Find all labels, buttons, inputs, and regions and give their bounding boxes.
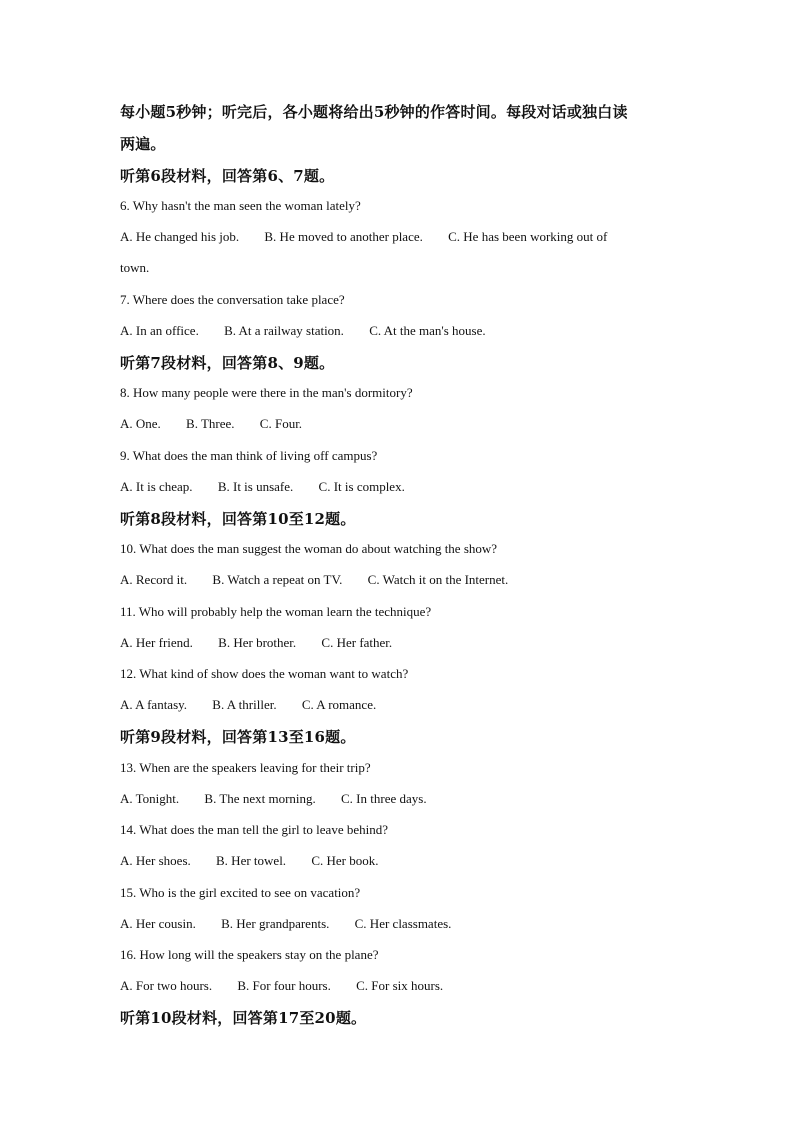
section-heading-8: 听第8段材料，回答第10至12题。 <box>120 510 356 528</box>
question-stem-7: 7. Where does the conversation take place? <box>120 292 345 307</box>
instruction-text-line-2: 两遍。 <box>120 135 166 153</box>
question-stem-6: 6. Why hasn't the man seen the woman lately? <box>120 198 361 213</box>
question-stem-15: 15. Who is the girl excited to see on vacation? <box>120 885 361 900</box>
option-b: B. A thriller. <box>212 697 277 712</box>
option-a: A. Tonight. <box>120 791 180 806</box>
question-stem-10: 10. What does the man suggest the woman do about watching the show? <box>120 541 498 556</box>
option-c: C. At the man's house. <box>369 323 486 338</box>
option-b: B. It is unsafe. <box>217 479 294 494</box>
option-c: C. Her father. <box>321 635 393 650</box>
option-a: A. Record it. <box>120 572 188 587</box>
option-a: A. One. <box>120 416 161 431</box>
options-row-10 <box>120 572 508 588</box>
options-row-6 <box>120 229 607 245</box>
options-row-9 <box>120 479 405 495</box>
option-a: A. He changed his job. <box>120 229 240 244</box>
option-c: C. For six hours. <box>356 978 444 993</box>
option-a: A. It is cheap. <box>120 479 193 494</box>
option-b: B. For four hours. <box>237 978 331 993</box>
question-stem-13: 13. When are the speakers leaving for their trip? <box>120 760 371 775</box>
option-c: C. In three days. <box>341 791 427 806</box>
question-stem-8: 8. How many people were there in the man's dormitory? <box>120 385 413 400</box>
option-a: A. Her shoes. <box>120 853 191 868</box>
option-c: C. Her classmates. <box>354 916 452 931</box>
section-heading-6: 听第6段材料，回答第6、7题。 <box>120 167 335 185</box>
option-b: B. Watch a repeat on TV. <box>212 572 343 587</box>
option-b: B. Her grandparents. <box>221 916 330 931</box>
section-heading-9: 听第9段材料，回答第13至16题。 <box>120 728 356 746</box>
instruction-text-line-1: 每小题5秒钟；听完后，各小题将给出5秒钟的作答时间。每段对话或独白读 <box>120 103 628 121</box>
option-c: C. He has been working out of <box>448 229 608 244</box>
option-b: B. At a railway station. <box>224 323 344 338</box>
option-a: A. Her cousin. <box>120 916 196 931</box>
option-c: C. It is complex. <box>318 479 405 494</box>
section-heading-7: 听第7段材料，回答第8、9题。 <box>120 354 335 372</box>
option-b: B. The next morning. <box>204 791 316 806</box>
question-stem-11: 11. Who will probably help the woman learn the technique? <box>120 604 432 619</box>
question-stem-16: 16. How long will the speakers stay on the plane? <box>120 947 379 962</box>
options-row-14 <box>120 853 378 869</box>
question-stem-9: 9. What does the man think of living off campus? <box>120 448 378 463</box>
option-c: C. Four. <box>259 416 303 431</box>
option-a: A. Her friend. <box>120 635 193 650</box>
option-a: A. For two hours. <box>120 978 213 993</box>
option-c: C. Watch it on the Internet. <box>367 572 509 587</box>
option-b: B. Her brother. <box>218 635 297 650</box>
question-stem-12: 12. What kind of show does the woman want to watch? <box>120 666 409 681</box>
option-b: B. Her towel. <box>216 853 287 868</box>
option-b: B. Three. <box>186 416 235 431</box>
option-c: C. A romance. <box>301 697 377 712</box>
options-row-16 <box>120 978 443 994</box>
options-row-7 <box>120 323 486 339</box>
option-c: C. Her book. <box>311 853 379 868</box>
option-c-continuation: town. <box>120 260 150 275</box>
section-heading-10: 听第10段材料，回答第17至20题。 <box>120 1009 367 1027</box>
option-a: A. In an office. <box>120 323 199 338</box>
options-row-11 <box>120 635 392 651</box>
option-b: B. He moved to another place. <box>264 229 423 244</box>
options-row-15 <box>120 916 451 932</box>
options-row-8 <box>120 416 302 432</box>
options-row-12 <box>120 697 376 713</box>
option-a: A. A fantasy. <box>120 697 188 712</box>
question-stem-14: 14. What does the man tell the girl to leave behind? <box>120 822 388 837</box>
options-row-13 <box>120 791 427 807</box>
